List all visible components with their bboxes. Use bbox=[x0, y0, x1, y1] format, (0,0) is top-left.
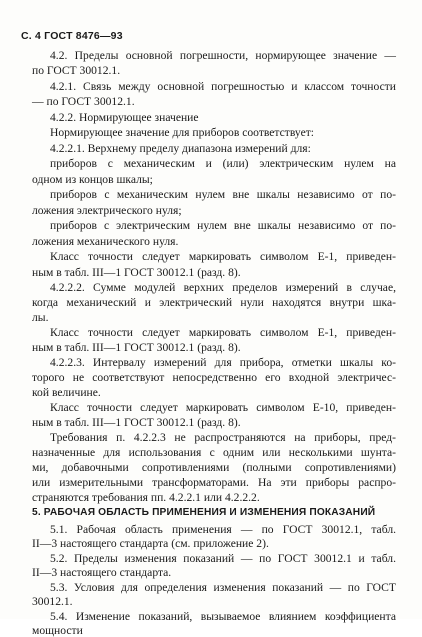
text-line: кой величине. bbox=[32, 386, 101, 399]
text-line: ми, добавочными сопротивлениями (полными сопротивлениями) bbox=[32, 461, 396, 474]
text-line: ложения электрического нуля; bbox=[32, 204, 182, 217]
text-line: Нормирующее значение для приборов соответствует: bbox=[50, 126, 315, 139]
text-line: II—3 настоящего стандарта (см. приложение 2). bbox=[32, 537, 269, 550]
text-line: 4.2.2.2. Сумме модулей верхних пределов измерений в случае, bbox=[50, 281, 396, 294]
section-heading: 5. РАБОЧАЯ ОБЛАСТЬ ПРИМЕНЕНИЯ И ИЗМЕНЕНИЯ ПОКАЗАНИЙ bbox=[32, 507, 376, 518]
text-line: — по ГОСТ 30012.1. bbox=[32, 95, 135, 108]
text-line: назначенные для использования с одним или несколькими шунта- bbox=[32, 446, 396, 459]
text-line: по ГОСТ 30012.1. bbox=[32, 64, 121, 77]
text-line: 5.4. Изменение показаний, вызываемое влиянием коэффициента bbox=[50, 610, 396, 623]
text-line: 5.2. Пределы изменения показаний — по ГОСТ 30012.1 и табл. bbox=[50, 552, 396, 565]
text-line: 4.2.2.3. Интервалу измерений для прибора, отметки шкалы ко- bbox=[50, 356, 396, 369]
text-line: 5.3. Условия для определения изменения показаний — по ГОСТ bbox=[50, 581, 396, 594]
text-line: ным в табл. III—1 ГОСТ 30012.1 (разд. 8). bbox=[32, 266, 241, 279]
text-line: 30012.1. bbox=[32, 595, 73, 608]
text-line: торого не соответствуют непосредственно его входной электричес- bbox=[32, 371, 396, 384]
text-line: ным в табл. III—1 ГОСТ 30012.1 (разд. 8). bbox=[32, 416, 241, 429]
text-line: одном из концов шкалы; bbox=[32, 173, 153, 186]
text-line: ным в табл. III—1 ГОСТ 30012.1 (разд. 8). bbox=[32, 341, 241, 354]
text-line: мощности bbox=[32, 624, 83, 637]
text-line: приборов с механическим нулем вне шкалы независимо от по- bbox=[50, 188, 396, 201]
text-line: Класс точности следует маркировать символом Е-1, приведен- bbox=[50, 250, 396, 263]
text-line: 5.1. Рабочая область применения — по ГОСТ 30012.1, табл. bbox=[50, 523, 396, 536]
text-line: Класс точности следует маркировать символом Е-1, приведен- bbox=[50, 326, 396, 339]
text-line: приборов с механическим и (или) электрическим нулем на bbox=[50, 157, 396, 170]
text-line: 4.2.1. Связь между основной погрешностью и классом точности bbox=[50, 80, 396, 93]
text-line: когда механический и электрический нули находятся внутри шка- bbox=[32, 296, 396, 309]
text-line: 4.2.2. Нормирующее значение bbox=[50, 111, 199, 124]
text-line: 4.2.2.1. Верхнему пределу диапазона измерений для: bbox=[50, 142, 311, 155]
text-line: приборов с электрическим нулем вне шкалы независимо от по- bbox=[50, 219, 396, 232]
text-line: или измерительными трансформаторами. На эти приборы распро- bbox=[32, 476, 396, 489]
text-line: лы. bbox=[32, 311, 49, 324]
text-line: II—3 настоящего стандарта. bbox=[32, 566, 172, 579]
text-line: Требования п. 4.2.2.3 не распространяются на приборы, пред- bbox=[50, 431, 396, 444]
text-line: 4.2. Пределы основной погрешности, нормирующее значение — bbox=[50, 49, 396, 62]
page-header: С. 4 ГОСТ 8476—93 bbox=[21, 30, 123, 42]
text-line: страняются требования пп. 4.2.2.1 или 4.2.2.2. bbox=[32, 491, 260, 504]
text-line: ложения механического нуля. bbox=[32, 235, 179, 248]
text-line: Класс точности следует маркировать символом Е-10, приведен- bbox=[50, 401, 396, 414]
